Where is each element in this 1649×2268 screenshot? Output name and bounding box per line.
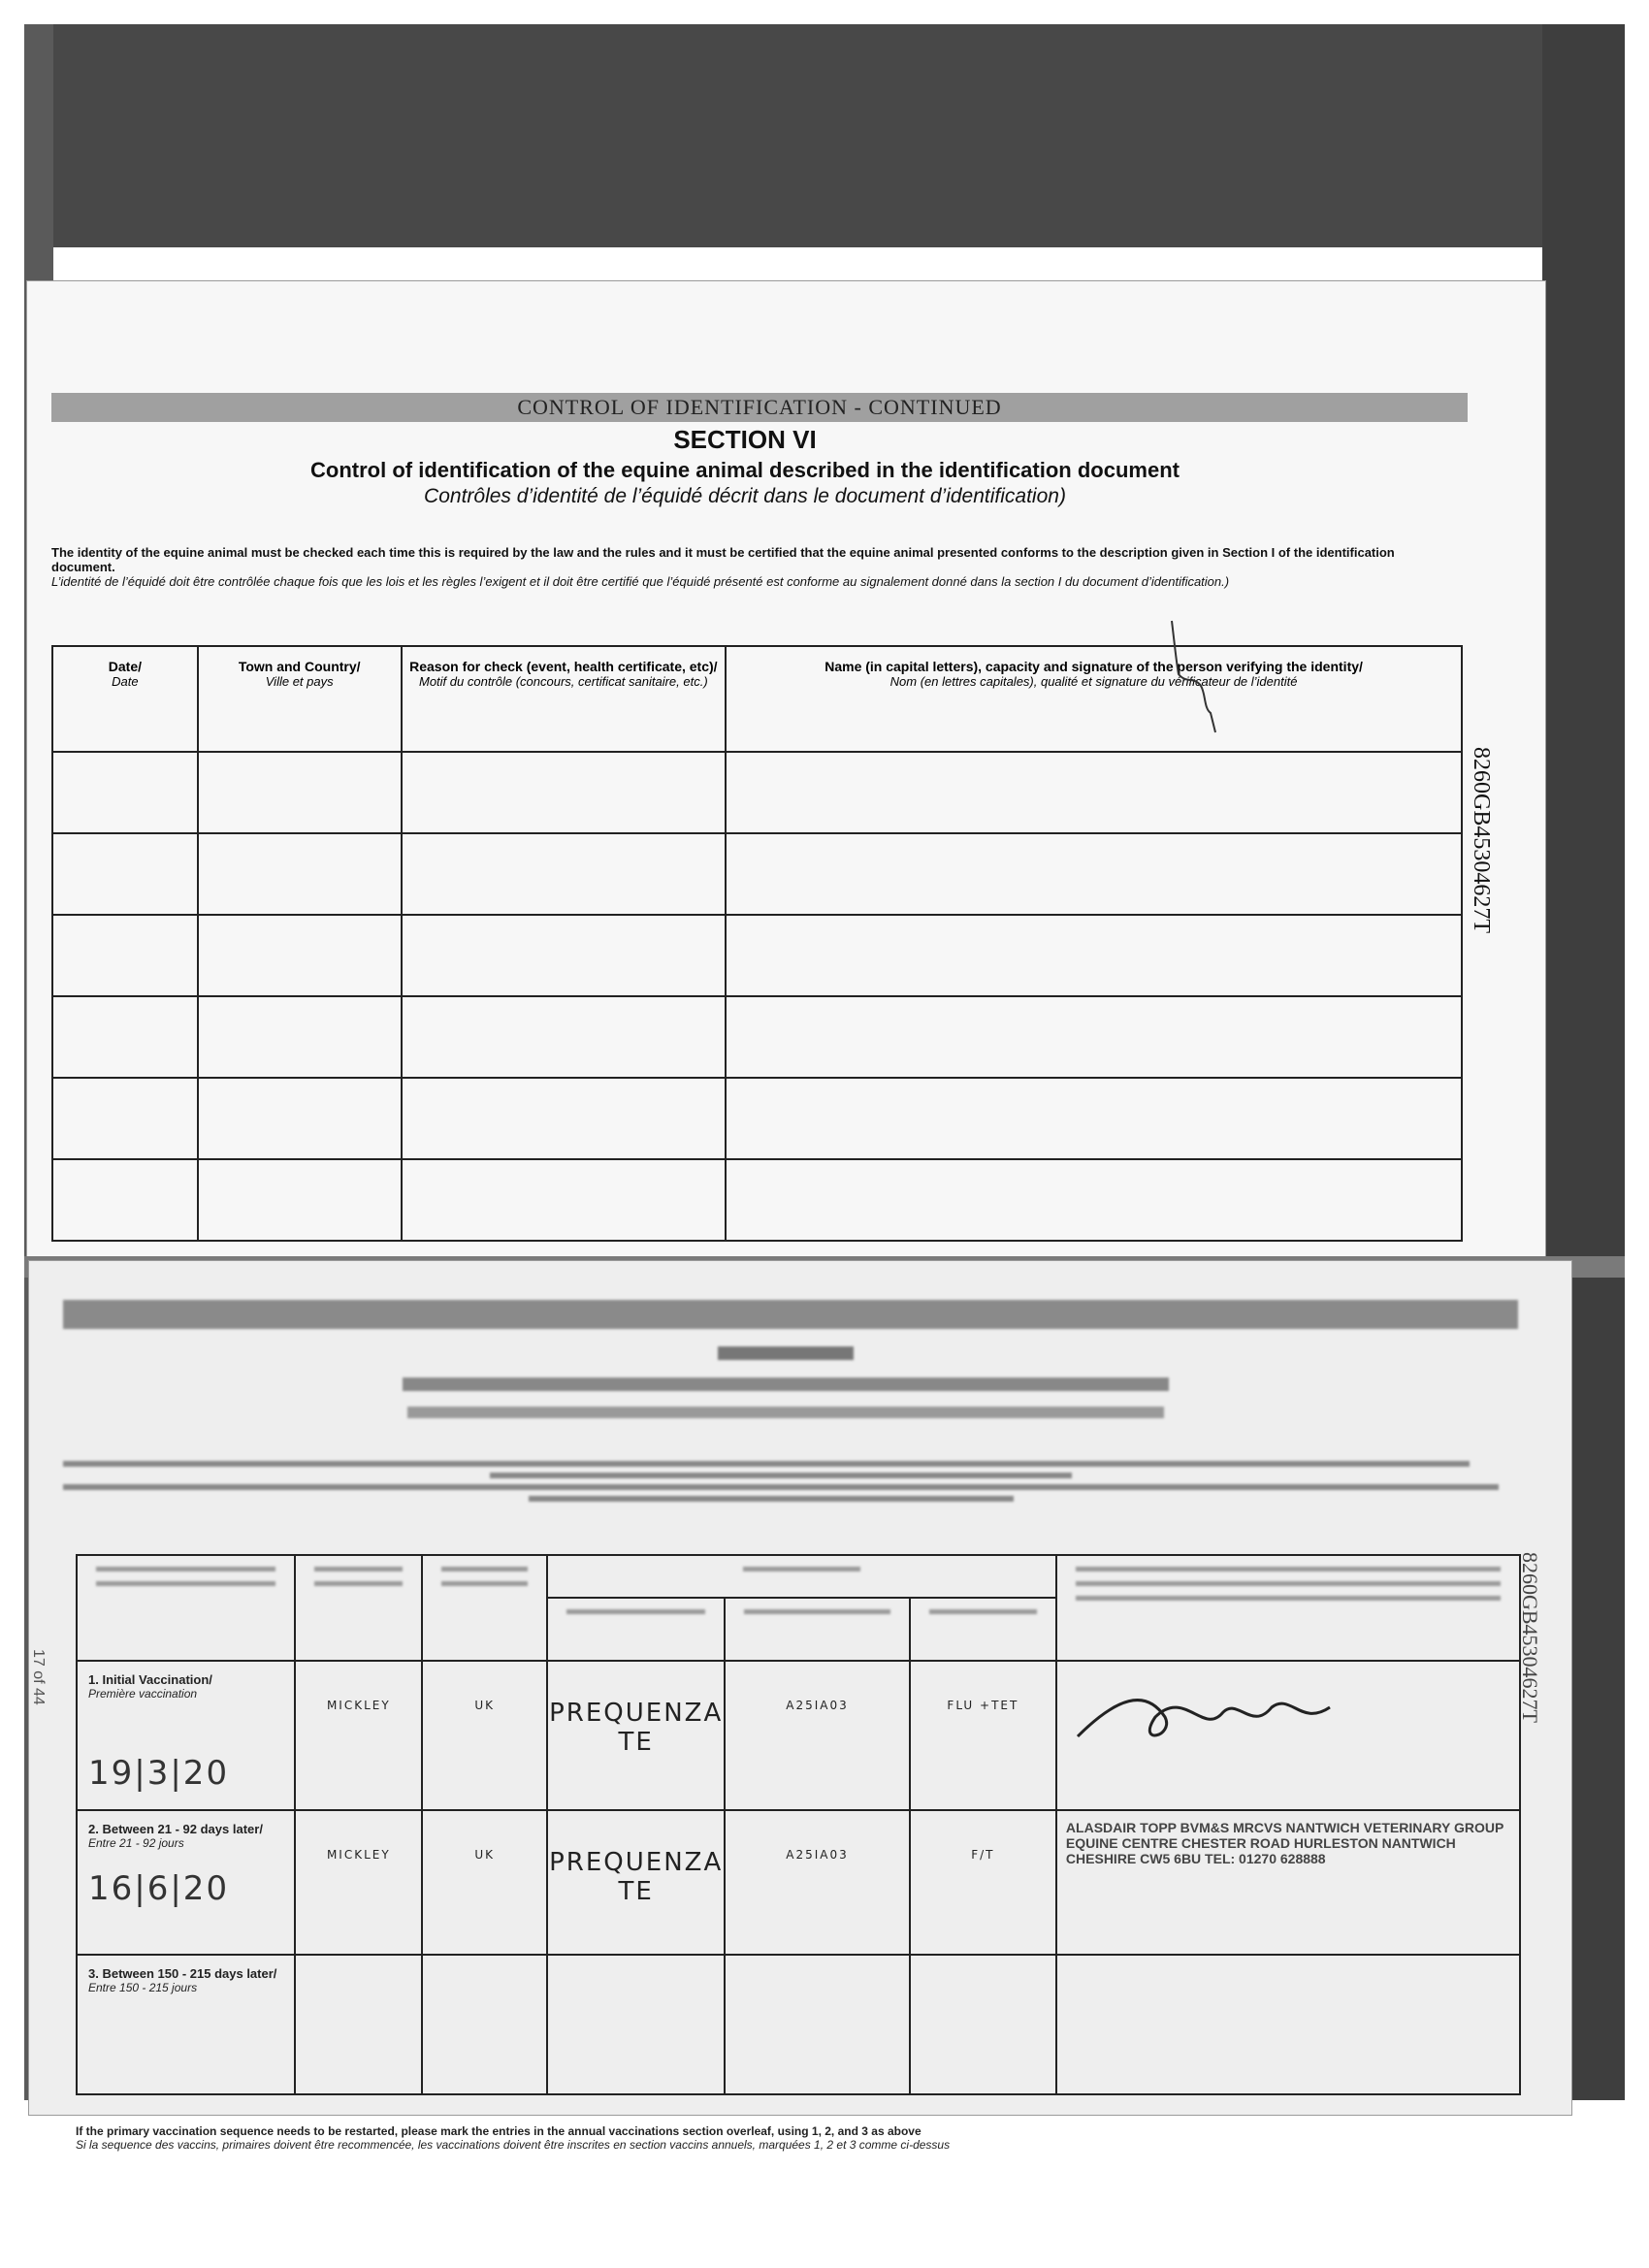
section-title-en: Control of identification of the equine animal described in the identification document — [310, 458, 1180, 482]
col-vaccine-name-blurred — [547, 1598, 725, 1661]
dose-batch — [725, 1955, 910, 2094]
blurred-section-subtitle — [29, 1402, 1542, 1424]
blurred-section-title — [29, 1374, 1542, 1397]
section-intro — [51, 545, 1458, 589]
vet-signature — [1058, 1678, 1349, 1766]
dose-country: UK — [422, 1661, 547, 1810]
dose-label: 2. Between 21 - 92 days later/ Entre 21 - 92 jours — [88, 1822, 263, 1850]
dose-1-cell — [77, 1661, 295, 1810]
blurred-section-band — [63, 1300, 1518, 1329]
dose-stamp-cell — [1056, 1810, 1520, 1955]
dose-3-cell — [77, 1955, 295, 2094]
dose-batch: A25IA03 — [725, 1661, 910, 1810]
vaccination-table — [76, 1554, 1521, 2095]
col-disease-blurred — [910, 1598, 1056, 1661]
col-verifier: Name (in capital letters), capacity and signature of the person verifying the identity/ Nom (en lettres capitales), qualité et signature du vérificateur de l’identité — [726, 646, 1462, 752]
col-country-blurred — [422, 1555, 547, 1661]
table-row — [77, 1955, 1520, 2094]
passport-serial-number: 8260GB45304627T — [1518, 1552, 1542, 1723]
table-row — [52, 752, 1462, 833]
intro-en: The identity of the equine animal must be checked each time this is required by the law and the rules and it must be certified that the equine animal presented conforms to the description given in Section I of the identification document. — [51, 545, 1395, 574]
table-row — [52, 1159, 1462, 1241]
table-row — [52, 915, 1462, 996]
dose-date: 19|3|20 — [88, 1754, 230, 1793]
dose-disease — [910, 1955, 1056, 2094]
col-date: Date/ Date — [52, 646, 198, 752]
dose-vaccine-name: PREQUENZA TE — [547, 1661, 725, 1810]
dose-place: MICKLEY — [295, 1810, 422, 1955]
dose-country: UK — [422, 1810, 547, 1955]
table-row — [52, 1078, 1462, 1159]
table-row — [52, 833, 1462, 915]
table-row — [52, 996, 1462, 1078]
page-marker: 17 of 44 — [30, 1649, 47, 1705]
dose-stamp-cell — [1056, 1661, 1520, 1810]
section-title-fr: Contrôles d’identité de l’équidé décrit dans le document d’identification) — [424, 485, 1066, 507]
col-town-country: Town and Country/ Ville et pays — [198, 646, 402, 752]
col-vaccine-blurred — [547, 1555, 1056, 1598]
col-practice-stamp-blurred — [1056, 1555, 1520, 1661]
dose-disease: F/T — [910, 1810, 1056, 1955]
dose-batch: A25IA03 — [725, 1810, 910, 1955]
footer-fr: Si la sequence des vaccins, primaires doivent être recommencée, les vaccinations doivent être inscrites en section vaccins annuels, marquées 1, 2 et 3 comme ci-dessus — [76, 2138, 951, 2152]
col-place-blurred — [295, 1555, 422, 1661]
blurred-section-heading — [29, 1341, 1542, 1366]
section-band: CONTROL OF IDENTIFICATION - CONTINUED — [51, 393, 1468, 422]
passport-page-section-vi — [27, 281, 1545, 1271]
table-row — [77, 1810, 1520, 1955]
col-reason: Reason for check (event, health certificate, etc)/ Motif du contrôle (concours, certificat sanitaire, etc.) — [402, 646, 727, 752]
passport-page-vaccination — [29, 1261, 1571, 2152]
dose-vaccine-name: PREQUENZA TE — [547, 1810, 725, 1955]
footer-en: If the primary vaccination sequence needs to be restarted, please mark the entries in the annual vaccinations section overleaf, using 1, 2, and 3 as above — [76, 2124, 922, 2138]
dose-place — [295, 1955, 422, 2094]
identity-check-table — [51, 645, 1463, 1242]
dose-stamp: ALASDAIR TOPP BVM&S MRCVS NANTWICH VETERINARY GROUP EQUINE CENTRE CHESTER ROAD HURLESTON NANTWICH CHESHIRE CW5 6BU TEL: 01270 628888 — [1065, 1820, 1504, 1866]
dose-label: 1. Initial Vaccination/ Première vaccination — [88, 1672, 212, 1701]
dose-disease: FLU +TET — [910, 1661, 1056, 1810]
dose-stamp-cell — [1056, 1955, 1520, 2094]
dose-vaccine-name — [547, 1955, 725, 2094]
col-date-blurred — [77, 1555, 295, 1661]
scan-background-top — [24, 24, 1625, 247]
dose-label: 3. Between 150 - 215 days later/ Entre 150 - 215 jours — [88, 1966, 277, 1994]
intro-fr: L’identité de l’équidé doit être contrôlée chaque fois que les lois et les règles l’exigent et il doit être certifié que l’équidé présenté est conforme au signalement donné dans la section I du document d’identification.) — [51, 574, 1230, 589]
dose-stamp — [1058, 1663, 1518, 1678]
pen-scribble-mark — [1167, 616, 1225, 742]
passport-serial-number: 8260GB45304627T — [1469, 747, 1494, 933]
dose-country — [422, 1955, 547, 2094]
identity-check-header — [52, 646, 1462, 752]
dose-date: 16|6|20 — [88, 1869, 230, 1908]
vaccination-footer-note — [76, 2124, 1482, 2152]
section-heading: SECTION VI — [673, 425, 817, 454]
dose-place: MICKLEY — [295, 1661, 422, 1810]
vaccination-header-row — [77, 1555, 1520, 1598]
table-row — [77, 1661, 1520, 1810]
dose-2-cell — [77, 1810, 295, 1955]
col-batch-blurred — [725, 1598, 910, 1661]
blurred-intro — [63, 1455, 1518, 1504]
